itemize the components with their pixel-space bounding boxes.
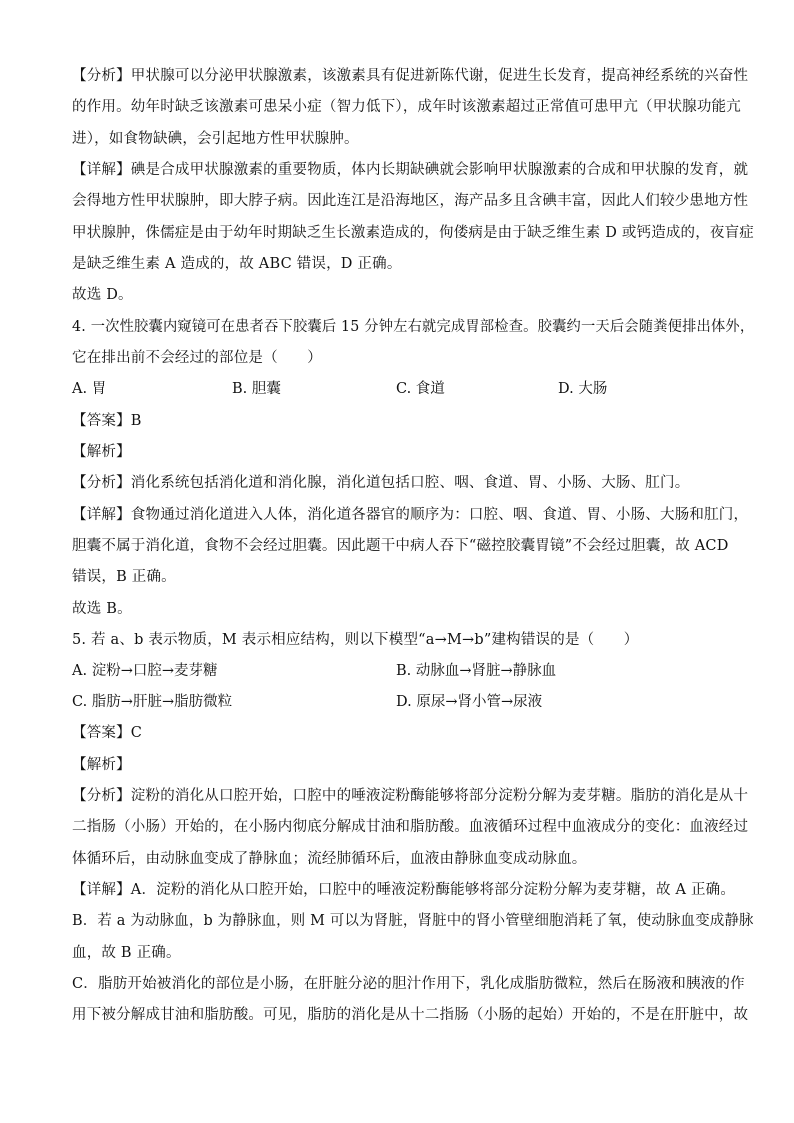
text-line: 【分析】甲状腺可以分泌甲状腺激素，该激素具有促进新陈代谢，促进生长发育，提高神经系统的兴奋性: [72, 68, 749, 84]
question-4-stem: 它在排出前不会经过的部位是（ ）: [72, 350, 322, 366]
q4-option-a: A. 胃: [72, 381, 107, 397]
text-line: 【详解】食物通过消化道进入人体，消化道各器官的顺序为：口腔、咽、食道、胃、小肠、大肠和肛门，: [72, 507, 749, 523]
question-4-stem: 4. 一次性胶囊内窥镜可在患者吞下胶囊后 15 分钟左右就完成胃部检查。胶囊约一天后会随粪便排出体外，: [72, 319, 755, 335]
text-line: 是缺乏维生素 A 造成的，故 ABC 错误，D 正确。: [72, 256, 402, 272]
text-line: 二指肠（小肠）开始的，在小肠内彻底分解成甘油和脂肪酸。血液循环过程中血液成分的变化：血液经过: [72, 819, 749, 835]
text-line: 会得地方性甲状腺肿，即大脖子病。因此连江是沿海地区，海产品多且含碘丰富，因此人们较少患地方性: [72, 193, 749, 209]
text-line: 【详解】A．淀粉的消化从口腔开始，口腔中的唾液淀粉酶能够将部分淀粉分解为麦芽糖，故 A 正确。: [72, 882, 736, 898]
text-line: 胆囊不属于消化道，食物不会经过胆囊。因此题干中病人吞下“磁控胶囊胃镜”不会经过胆囊，故 ACD: [72, 538, 729, 554]
text-line: 血，故 B 正确。: [72, 945, 181, 961]
q4-option-c: C. 食道: [396, 381, 445, 397]
q5-option-a: A. 淀粉→口腔→麦芽糖: [72, 663, 218, 679]
answer-label: 【答案】B: [72, 413, 142, 429]
text-line: 【分析】消化系统包括消化道和消化腺，消化道包括口腔、咽、食道、胃、小肠、大肠、肛门。: [72, 475, 690, 491]
text-line: 体循环后，由动脉血变成了静脉血；流经肺循环后，血液由静脉血变成动脉血。: [72, 851, 587, 867]
q4-option-b: B. 胆囊: [232, 381, 281, 397]
text-line: B．若 a 为动脉血，b 为静脉血，则 M 可以为肾脏，肾脏中的肾小管壁细胞消耗了氧，使动脉血变成静脉: [72, 913, 754, 929]
text-line: 故选 D。: [72, 287, 133, 303]
text-line: 【分析】淀粉的消化从口腔开始，口腔中的唾液淀粉酶能够将部分淀粉分解为麦芽糖。脂肪的消化是从十: [72, 788, 749, 804]
q5-option-c: C. 脂肪→肝脏→脂肪微粒: [72, 694, 233, 710]
text-line: 进），如食物缺碘，会引起地方性甲状腺肿。: [72, 131, 359, 147]
text-line: 故选 B。: [72, 601, 132, 617]
text-line: 甲状腺肿，侏儒症是由于幼年时期缺乏生长激素造成的，佝偻病是由于缺乏维生素 D 或钙造成的，夜盲症: [72, 225, 754, 241]
analysis-label: 【解析】: [72, 444, 131, 460]
text-line: 【详解】碘是合成甲状腺激素的重要物质，体内长期缺碘就会影响甲状腺激素的合成和甲状腺的发育，就: [72, 162, 749, 178]
q5-option-d: D. 原尿→肾小管→尿液: [396, 694, 543, 710]
q5-option-b: B. 动脉血→肾脏→静脉血: [396, 663, 557, 679]
text-line: 的作用。幼年时缺乏该激素可患呆小症（智力低下），成年时该激素超过正常值可患甲亢（甲状腺功能亢: [72, 99, 741, 115]
text-line: 用下被分解成甘油和脂肪酸。可见，脂肪的消化是从十二指肠（小肠的起始）开始的，不是在肝脏中，故: [72, 1007, 749, 1023]
text-line: 错误，B 正确。: [72, 569, 176, 585]
question-5-stem: 5. 若 a、b 表示物质，M 表示相应结构，则以下模型“a→M→b”建构错误的是（ ）: [72, 632, 639, 648]
analysis-label: 【解析】: [72, 757, 131, 773]
text-line: C．脂肪开始被消化的部位是小肠，在肝脏分泌的胆汁作用下，乳化成脂肪微粒，然后在肠液和胰液的作: [72, 976, 745, 992]
answer-label: 【答案】C: [72, 725, 143, 741]
q4-option-d: D. 大肠: [558, 381, 608, 397]
